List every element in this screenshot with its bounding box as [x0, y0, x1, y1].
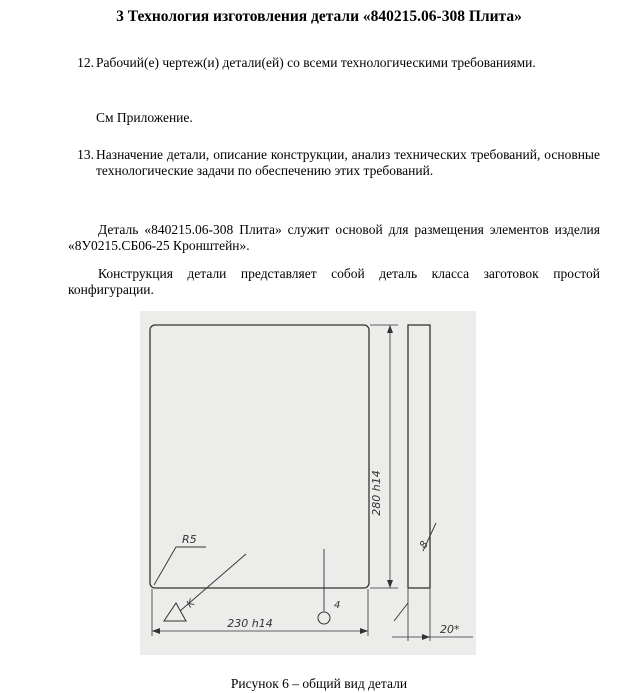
list-number: 12.	[77, 55, 94, 70]
list-item-text: Рабочий(е) чертеж(и) детали(ей) со всеми технологическими требованиями.	[96, 55, 536, 70]
paragraph-construction: Конструкция детали представляет собой деталь класса заготовок простой конфигурации.	[68, 266, 600, 297]
see-appendix-note: См Приложение.	[96, 110, 193, 125]
page-title: 3 Технология изготовления детали «840215.06-308 Плита»	[116, 8, 522, 25]
list-item-text: Назначение детали, описание конструкции, анализ технических требований, основные технологические задачи по обеспечению этих требований.	[96, 147, 600, 178]
roughness-mark-label: K	[184, 597, 197, 611]
width-dim-label: 230 h14	[227, 617, 273, 630]
callout-4-label: 4	[334, 600, 341, 611]
height-dim-label: 280 h14	[370, 470, 383, 516]
list-item-13	[70, 147, 600, 179]
paragraph-purpose: Деталь «840215.06-308 Плита» служит основой для размещения элементов изделия «8У0215.СБ06-25 Кронштейн».	[68, 222, 600, 253]
thickness-dim-label: 20*	[440, 623, 460, 636]
list-number: 13.	[77, 147, 94, 162]
part-drawing-photo	[140, 311, 476, 655]
figure-caption: Рисунок 6 – общий вид детали	[230, 676, 408, 691]
list-item-12	[70, 55, 600, 71]
callout-8-label: 8	[418, 539, 431, 551]
radius-label: R5	[182, 533, 197, 546]
